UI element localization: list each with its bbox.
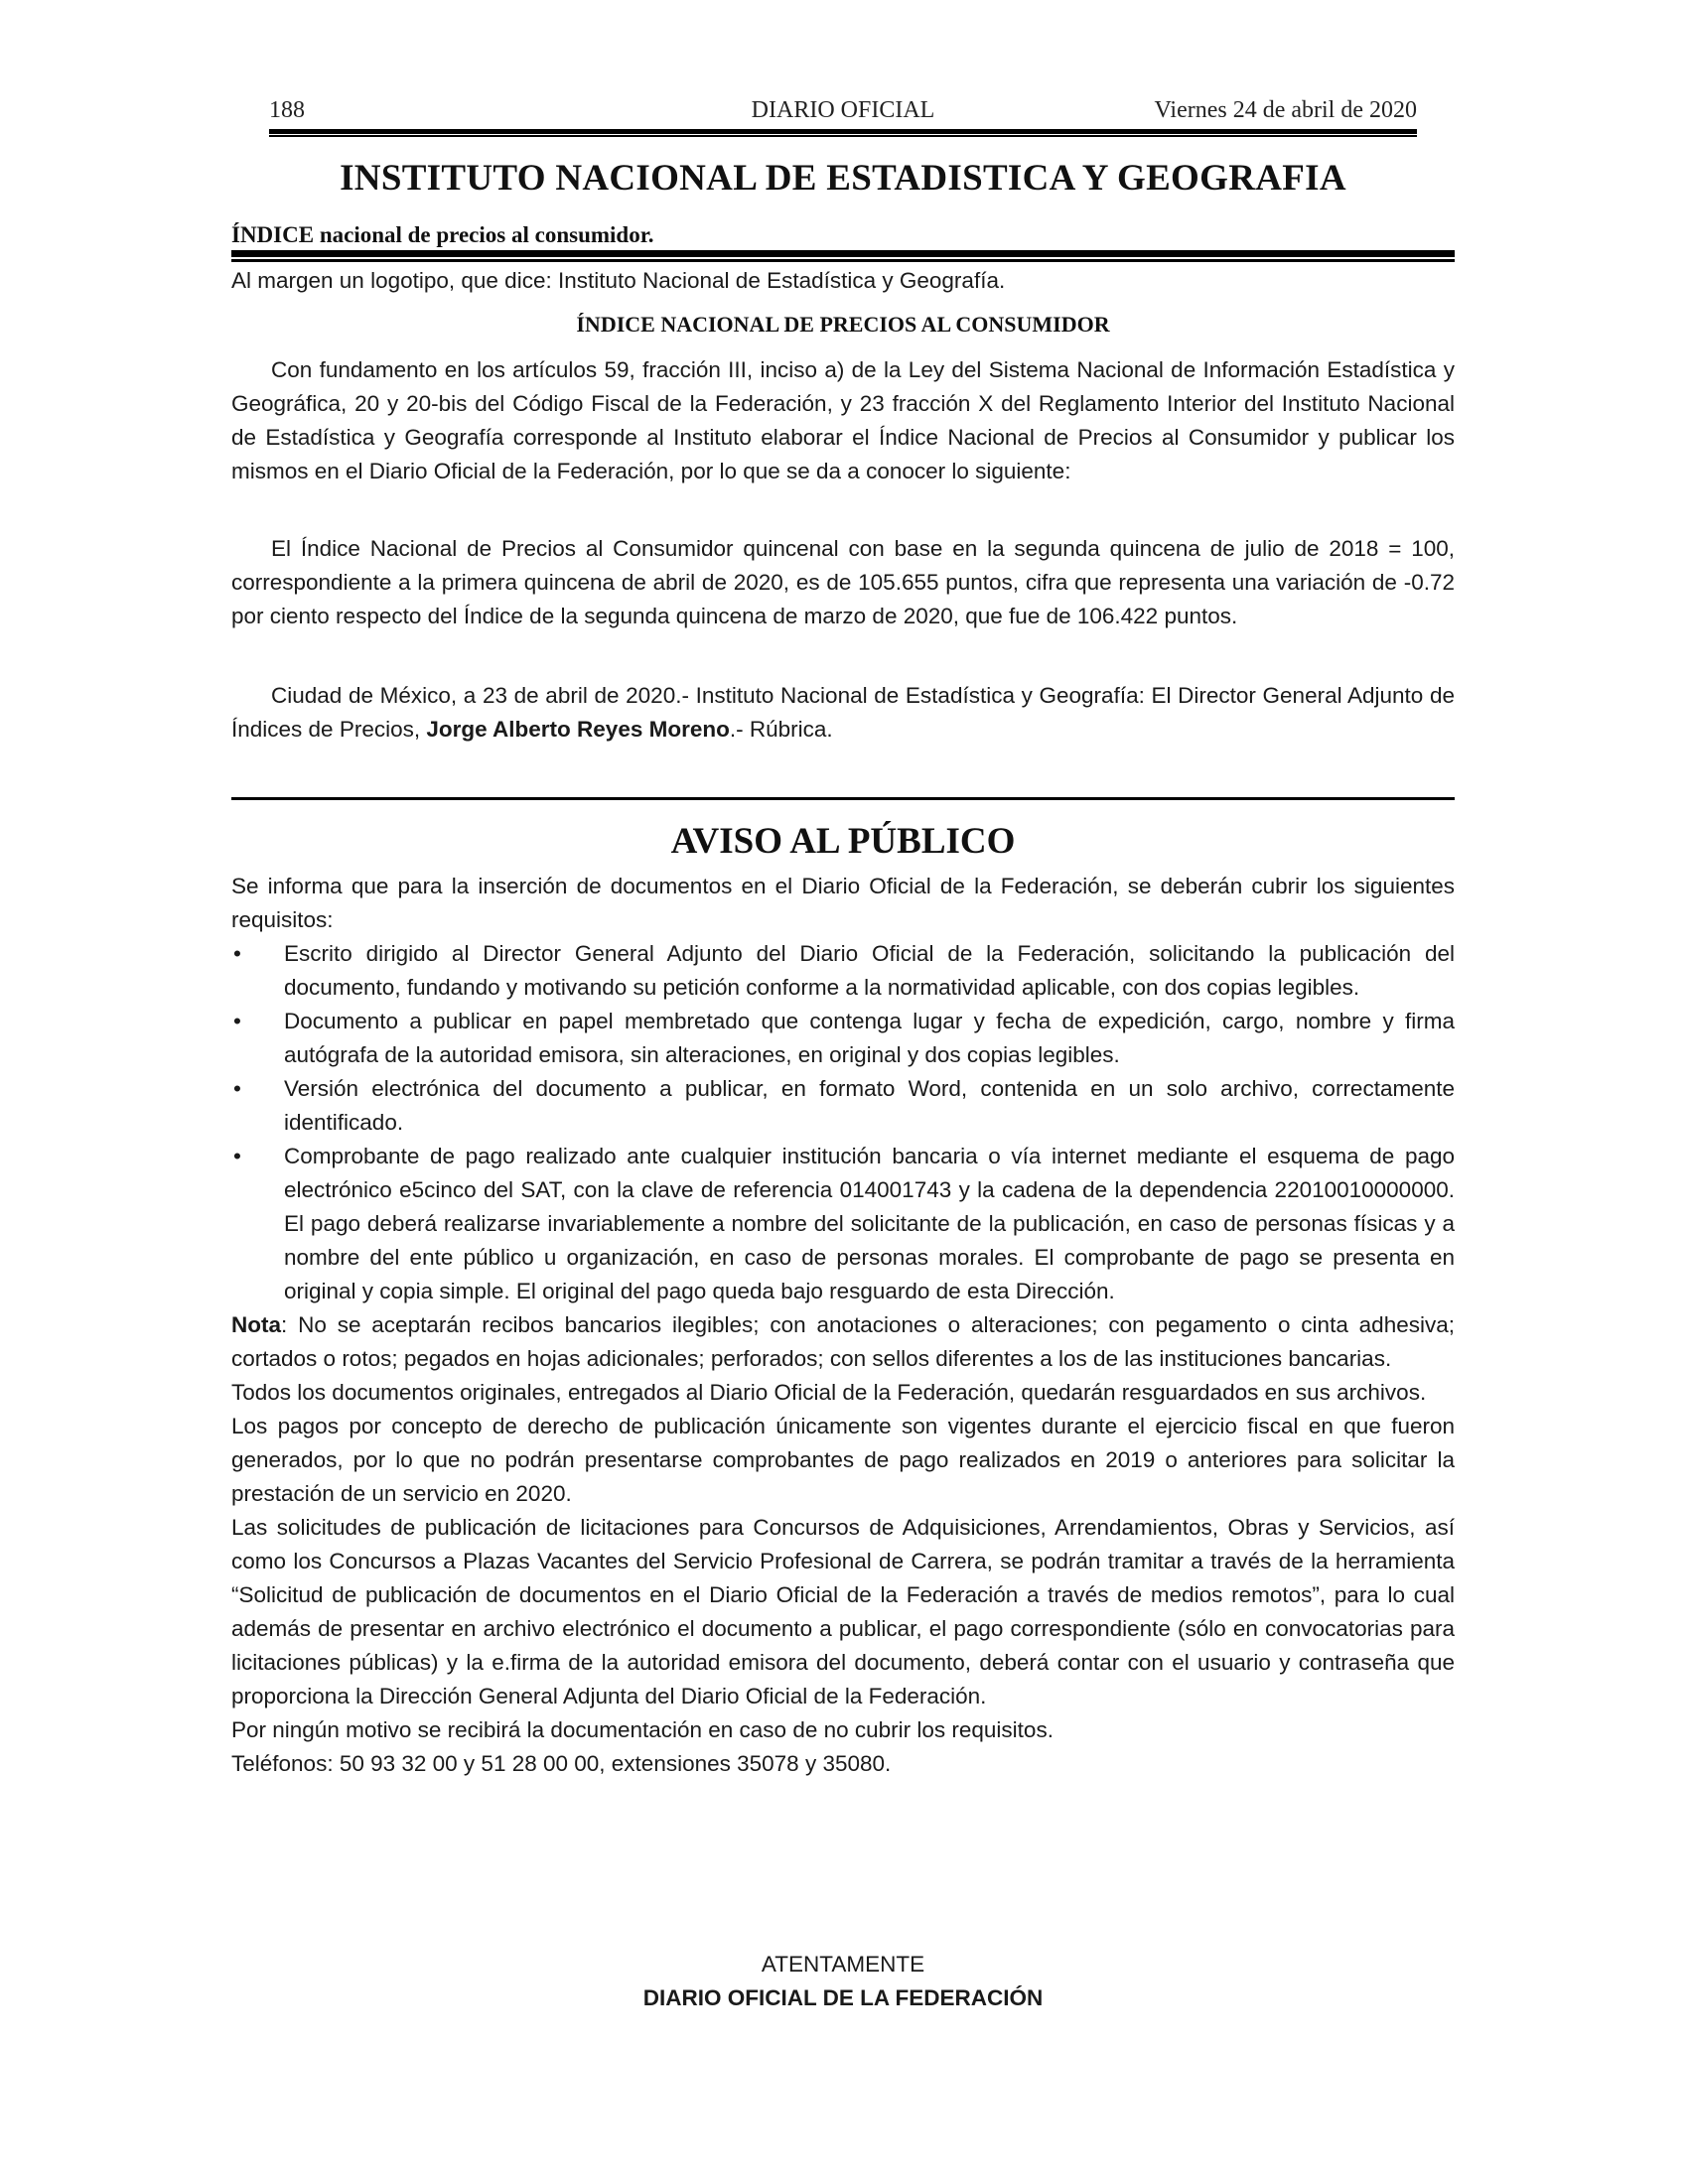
requirement-item	[231, 1140, 1455, 1308]
bullet-icon: •	[233, 941, 241, 966]
signatory-name: Jorge Alberto Reyes Moreno	[426, 717, 730, 742]
decree-title: ÍNDICE nacional de precios al consumidor.	[231, 222, 654, 247]
aviso-intro: Se informa que para la inserción de documentos en el Diario Oficial de la Federación, se deberán cubrir los siguientes requisitos:	[231, 874, 1455, 932]
decree-double-rule	[231, 250, 1455, 262]
requirement-text: Comprobante de pago realizado ante cualquier institución bancaria o vía internet mediante el esquema de pago electrónico e5cinco del SAT, con la clave de referencia 014001743 y la cadena de la dependencia 22010010000000. El pago deberá realizarse invariablemente a nombre del solicitante de la publicación, en caso de personas físicas y a nombre del ente público u organización, en caso de personas morales. El comprobante de pago se presenta en original y copia simple. El original del pago queda bajo resguardo de esta Dirección.	[284, 1144, 1455, 1303]
requirement-text: Versión electrónica del documento a publicar, en formato Word, contenida en un solo archivo, correctamente identificado.	[284, 1076, 1455, 1135]
closing-organization: DIARIO OFICIAL DE LA FEDERACIÓN	[642, 1985, 1044, 2010]
running-header	[269, 95, 1417, 129]
note-paragraph	[231, 1308, 1455, 1376]
requirements-warning: Por ningún motivo se recibirá la documentación en caso de no cubrir los requisitos.	[231, 1717, 1054, 1742]
contact-phones: Teléfonos: 50 93 32 00 y 51 28 00 00, extensiones 35078 y 35080.	[231, 1751, 892, 1776]
signature-suffix: .- Rúbrica.	[729, 717, 833, 742]
fiscal-year-paragraph: Los pagos por concepto de derecho de publicación únicamente son vigentes durante el ejercicio fiscal en que fueron generados, por lo que no podrán presentarse comprobantes de pago realizados en 2019 o anteriores para solicitar la prestación de un servicio en 2020.	[231, 1414, 1455, 1506]
section-divider	[231, 797, 1455, 800]
decree-subtitle: ÍNDICE NACIONAL DE PRECIOS AL CONSUMIDOR	[576, 312, 1110, 337]
note-text: : No se aceptarán recibos bancarios ilegibles; con anotaciones o alteraciones; con pegamento o cinta adhesiva; cortados o rotos; pegados en hojas adicionales; perforados; con sellos diferentes a los de las instituciones bancarias.	[231, 1312, 1455, 1371]
legal-basis-paragraph: Con fundamento en los artículos 59, fracción III, inciso a) de la Ley del Sistema Nacional de Información Estadística y Geográfica, 20 y 20-bis del Código Fiscal de la Federación, y 23 fracción X del Reglamento Interior del Instituto Nacional de Estadística y Geografía corresponde al Instituto elaborar el Índice Nacional de Precios al Consumidor y publicar los mismos en el Diario Oficial de la Federación, por lo que se da a conocer lo siguiente:	[231, 357, 1455, 483]
bullet-icon: •	[233, 1076, 241, 1101]
publication-date: Viernes 24 de abril de 2020	[1154, 97, 1417, 123]
page-number: 188	[269, 97, 305, 123]
signature-paragraph	[231, 679, 1455, 747]
note-label: Nota	[231, 1312, 281, 1337]
requirements-list	[231, 937, 1455, 1308]
header-double-rule	[269, 129, 1417, 138]
signature-text: Ciudad de México, a 23 de abril de 2020.- Instituto Nacional de Estadística y Geografía: El Director General Adjunto de Índices de Precios,	[231, 683, 1455, 742]
closing-salutation: ATENTAMENTE	[761, 1952, 925, 1977]
requirement-item	[231, 937, 1455, 1005]
aviso-title: AVISO AL PÚBLICO	[670, 821, 1016, 862]
requirement-text: Escrito dirigido al Director General Adjunto del Diario Oficial de la Federación, solicitando la publicación del documento, fundando y motivando su petición conforme a la normatividad aplicable, con dos copias legibles.	[284, 941, 1455, 1000]
bullet-icon: •	[233, 1009, 241, 1033]
publication-name: DIARIO OFICIAL	[751, 97, 935, 123]
requirement-item	[231, 1005, 1455, 1072]
closing-block	[231, 1948, 1455, 2015]
remote-submission-paragraph: Las solicitudes de publicación de licitaciones para Concursos de Adquisiciones, Arrendamientos, Obras y Servicios, así como los Concursos a Plazas Vacantes del Servicio Profesional de Carrera, se podrán tramitar a través de la herramienta “Solicitud de publicación de documentos en el Diario Oficial de la Federación a través de medios remotos”, para lo cual además de presentar en archivo electrónico el documento a publicar, el pago correspondiente (sólo en convocatorias para licitaciones públicas) y la e.firma de la autoridad emisora del documento, deberá contar con el usuario y contraseña que proporciona la Dirección General Adjunta del Diario Oficial de la Federación.	[231, 1515, 1455, 1708]
index-value-paragraph: El Índice Nacional de Precios al Consumidor quincenal con base en la segunda quincena de julio de 2018 = 100, correspondiente a la primera quincena de abril de 2020, es de 105.655 puntos, cifra que representa una variación de -0.72 por ciento respecto del Índice de la segunda quincena de marzo de 2020, que fue de 106.422 puntos.	[231, 536, 1455, 628]
aviso-body	[231, 870, 1455, 1781]
bullet-icon: •	[233, 1144, 241, 1168]
logo-note: Al margen un logotipo, que dice: Instituto Nacional de Estadística y Geografía.	[231, 268, 1006, 293]
archive-paragraph: Todos los documentos originales, entregados al Diario Oficial de la Federación, quedarán resguardados en sus archivos.	[231, 1380, 1427, 1405]
institution-title: INSTITUTO NACIONAL DE ESTADISTICA Y GEOGRAFIA	[340, 158, 1346, 199]
requirement-item	[231, 1072, 1455, 1140]
requirement-text: Documento a publicar en papel membretado que contenga lugar y fecha de expedición, cargo, nombre y firma autógrafa de la autoridad emisora, sin alteraciones, en original y dos copias legibles.	[284, 1009, 1455, 1067]
